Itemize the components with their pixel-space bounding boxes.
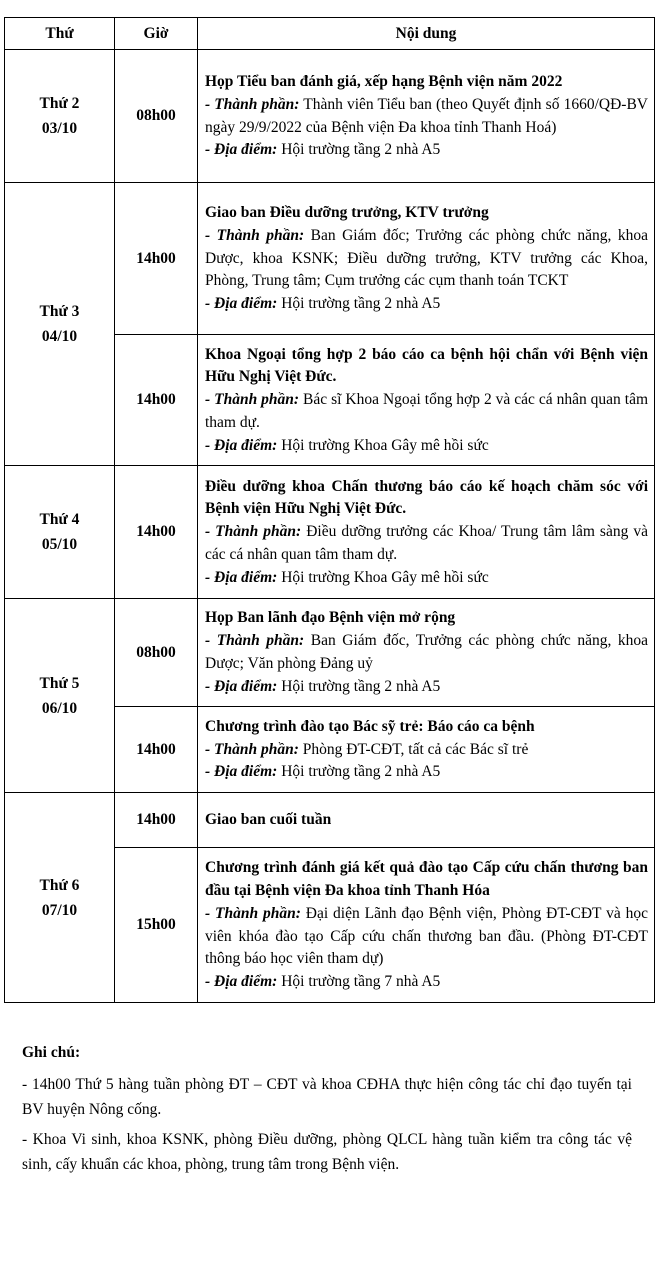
table-row [5,50,655,183]
time-cell: 14h00 [115,466,198,599]
event-content [198,466,655,599]
event-title: Giao ban Điều dưỡng trưởng, KTV trưởng [205,204,489,221]
event-content [198,50,655,183]
day-label: Thứ 3 [39,303,80,320]
location-label: - Địa điểm: [205,436,278,454]
event-title: Điều dưỡng khoa Chấn thương báo cáo kế hoạch chăm sóc với Bệnh viện Hữu Nghị Việt Đức. [205,477,648,518]
participants-label: - Thành phần: [205,632,305,650]
time-cell: 14h00 [115,183,198,335]
participants-text: Điều dưỡng trưởng các Khoa/ Trung tâm lâm sàng và các cá nhân quan tâm tham dự. [205,523,648,563]
event-content [198,599,655,707]
time-cell: 15h00 [115,848,198,1003]
day-date: 05/10 [41,536,78,553]
day-label: Thứ 2 [39,95,80,112]
note-item: - Khoa Vi sinh, khoa KSNK, phòng Điều dưỡng, phòng QLCL hàng tuần kiểm tra công tác vệ sinh, cấy khuẩn các khoa, phòng, trung tâm trong Bệnh viện. [22,1131,632,1173]
time-cell: 08h00 [115,599,198,707]
location-text: Hội trường tầng 7 nhà A5 [281,973,441,991]
table-row [5,466,655,599]
participants-label: - Thành phần: [205,740,299,758]
participants-text: Bác sĩ Khoa Ngoại tổng hợp 2 và các cá nhân quan tâm tham dự. [205,391,649,431]
location-label: - Địa điểm: [205,973,278,991]
location-text: Hội trường tầng 2 nhà A5 [281,141,441,159]
day-date: 06/10 [41,699,78,717]
header-day: Thứ [5,18,115,50]
schedule-table [4,17,655,1003]
event-title: Giao ban cuối tuần [205,811,332,829]
participants-text: Phòng ĐT-CĐT, tất cả các Bác sĩ trẻ [302,740,529,758]
header-row [5,18,655,50]
event-content [198,335,655,466]
event-content [198,793,655,848]
participants-label: - Thành phần: [205,95,300,113]
header-content: Nội dung [198,18,655,50]
location-label: - Địa điểm: [205,763,278,781]
day-cell [5,183,115,466]
event-title: Họp Tiểu ban đánh giá, xếp hạng Bệnh viện năm 2022 [205,72,563,90]
day-date: 07/10 [41,901,78,919]
time-cell: 08h00 [115,50,198,183]
event-title: Chương trình đánh giá kết quả đào tạo Cấp cứu chấn thương ban đầu tại Bệnh viện Đa khoa tỉnh Thanh Hóa [205,859,648,899]
day-label: Thứ 5 [39,674,80,692]
participants-label: - Thành phần: [205,904,301,922]
participants-text: Ban Giám đốc; Trưởng các phòng chức năng, khoa Dược, khoa KSNK; Điều dưỡng trưởng, KTV trưởng các Khoa, Phòng, Trung tâm; Cụm trưởng các cụm thanh toán TCKT [205,226,648,290]
participants-label: - Thành phần: [205,226,305,244]
table-row [5,599,655,707]
event-content [198,707,655,793]
header-time: Giờ [115,18,198,50]
notes-heading: Ghi chú: [22,1044,81,1061]
day-date: 03/10 [41,120,78,137]
location-text: Hội trường Khoa Gây mê hồi sức [281,436,489,454]
table-row [5,183,655,335]
event-content [198,183,655,335]
location-text: Hội trường Khoa Gây mê hồi sức [281,568,489,586]
location-text: Hội trường tầng 2 nhà A5 [281,677,441,695]
event-content [198,848,655,1003]
location-text: Hội trường tầng 2 nhà A5 [281,763,441,781]
day-label: Thứ 4 [39,511,80,528]
day-date: 04/10 [41,328,78,345]
day-cell [5,599,115,793]
table-row [5,793,655,848]
event-title: Chương trình đào tạo Bác sỹ trẻ: Báo cáo ca bệnh [205,717,535,735]
location-label: - Địa điểm: [205,677,278,695]
time-cell: 14h00 [115,335,198,466]
location-label: - Địa điểm: [205,141,278,159]
day-label: Thứ 6 [39,876,80,894]
participants-text: Thành viên Tiểu ban (theo Quyết định số 1660/QĐ-BV ngày 29/9/2022 của Bệnh viện Đa khoa tỉnh Thanh Hoá) [205,95,648,136]
notes-section [22,1040,632,1182]
location-text: Hội trường tầng 2 nhà A5 [281,295,441,313]
participants-label: - Thành phần: [205,391,300,409]
location-label: - Địa điểm: [205,568,278,586]
time-cell: 14h00 [115,707,198,793]
event-title: Khoa Ngoại tổng hợp 2 báo cáo ca bệnh hội chẩn với Bệnh viện Hữu Nghị Việt Đức. [205,345,648,386]
day-cell [5,466,115,599]
note-item: - 14h00 Thứ 5 hàng tuần phòng ĐT – CĐT và khoa CĐHA thực hiện công tác chỉ đạo tuyến tại BV huyện Nông cống. [22,1076,632,1118]
location-label: - Địa điểm: [205,295,278,313]
event-title: Họp Ban lãnh đạo Bệnh viện mở rộng [205,609,456,627]
participants-text: Ban Giám đốc, Trưởng các phòng chức năng, khoa Dược; Văn phòng Đảng uỷ [205,632,648,672]
participants-label: - Thành phần: [205,523,302,541]
day-cell [5,50,115,183]
day-cell [5,793,115,1003]
participants-text: Đại diện Lãnh đạo Bệnh viện, Phòng ĐT-CĐT và học viên khóa đào tạo Cấp cứu chấn thương ban đầu. (Phòng ĐT-CĐT thông báo học viên tham dự) [205,904,649,968]
time-cell: 14h00 [115,793,198,848]
